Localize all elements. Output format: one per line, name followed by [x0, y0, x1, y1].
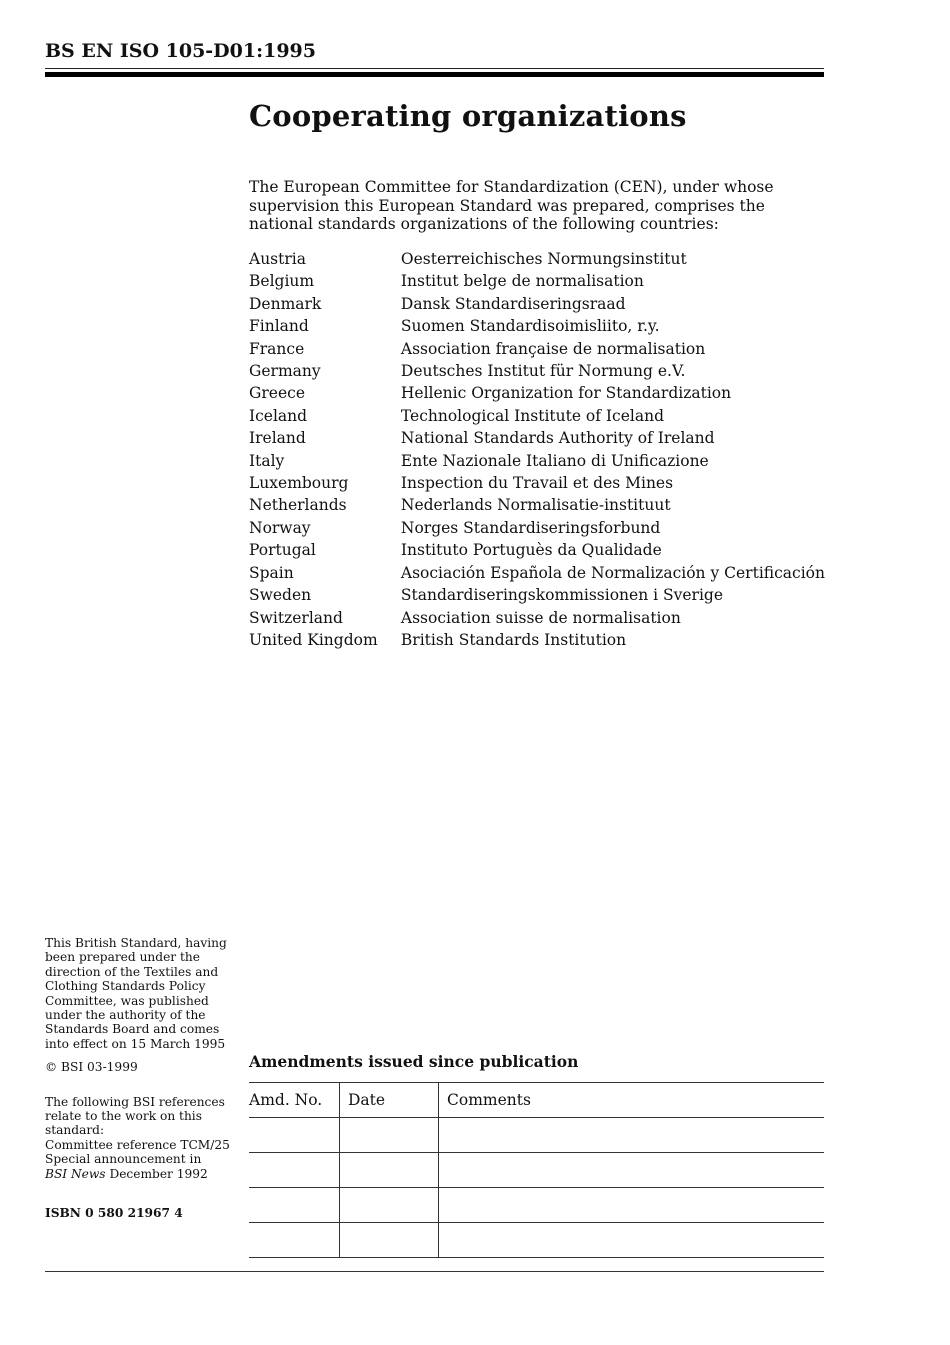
country-name: Portugal: [249, 541, 316, 560]
country-name: Sweden: [249, 586, 312, 605]
organization-row: [249, 315, 825, 337]
standards-body-name: Standardiseringskommissionen i Sverige: [400, 586, 723, 605]
announcement-prefix: Special announcement in: [45, 1152, 202, 1167]
standard-number: BS EN ISO 105-D01:1995: [45, 40, 316, 62]
standards-body-name: Ente Nazionale Italiano di Unificazione: [400, 451, 709, 470]
date-cell: [340, 1188, 439, 1223]
standards-body-name: Dansk Standardiseringsraad: [400, 294, 626, 313]
country-name: Finland: [249, 317, 309, 336]
organization-row: [249, 584, 825, 606]
amendments-heading: Amendments issued since publication: [249, 1052, 579, 1071]
standards-body-name: Technological Institute of Iceland: [400, 406, 665, 425]
country-name: Belgium: [249, 272, 315, 291]
organization-row: [249, 270, 825, 292]
special-announcement: [45, 1152, 230, 1181]
publication-notes: [45, 936, 230, 1221]
country-name: Norway: [249, 518, 311, 537]
organization-row: [249, 382, 825, 404]
standards-body-name: Norges Standardiseringsforbund: [400, 518, 661, 537]
comments-cell: [439, 1118, 825, 1153]
country-name: Luxembourg: [249, 474, 349, 493]
country-name: United Kingdom: [249, 630, 378, 649]
country-name: Netherlands: [249, 496, 347, 515]
organizations-table: [249, 248, 825, 651]
standards-body-name: Association française de normalisation: [400, 339, 706, 358]
isbn: ISBN 0 580 21967 4: [45, 1206, 183, 1221]
references-intro: The following BSI references relate to the work on this standard:: [45, 1094, 225, 1138]
committee-reference: Committee reference TCM/25: [45, 1137, 230, 1152]
country-name: Ireland: [249, 429, 306, 448]
country-name: Greece: [249, 384, 305, 403]
organization-row: [249, 539, 825, 561]
date-cell: [340, 1153, 439, 1188]
comments-header: Comments: [439, 1083, 825, 1118]
standards-body-name: Nederlands Normalisatie-instituut: [400, 496, 671, 515]
announcement-date: December 1992: [109, 1166, 208, 1181]
amd-no-cell: [249, 1223, 340, 1258]
intro-paragraph: The European Committee for Standardization (CEN), under whose supervision this European Standard was prepared, comprises the national standards organizations of the following countries:: [249, 178, 774, 233]
country-name: Denmark: [249, 294, 322, 313]
amd-no-header: Amd. No.: [249, 1083, 340, 1118]
organization-row: [249, 405, 825, 427]
country-name: Switzerland: [249, 608, 343, 627]
country-name: Italy: [249, 451, 285, 470]
country-name: Germany: [249, 362, 321, 381]
comments-cell: [439, 1223, 825, 1258]
standards-body-name: Deutsches Institut für Normung e.V.: [400, 362, 686, 381]
standards-body-name: Instituto Portuguès da Qualidade: [400, 541, 662, 560]
organization-row: [249, 494, 825, 516]
header-rule-thick: [45, 72, 824, 77]
standards-body-name: Oesterreichisches Normungsinstitut: [400, 250, 687, 268]
standards-body-name: Suomen Standardisoimisliito, r.y.: [400, 317, 660, 336]
copyright-note: © BSI 03-1999: [45, 1060, 138, 1075]
date-cell: [340, 1223, 439, 1258]
date-cell: [340, 1118, 439, 1153]
amendments-header-row: [249, 1083, 824, 1118]
organization-row: [249, 472, 825, 494]
publication-note: This British Standard, having been prepared under the direction of the Textiles and Clothing Standards Policy Committee, was published under the authority of the Standards Board and comes into effect on 15 March 1995: [45, 936, 227, 1051]
standards-body-name: Institut belge de normalisation: [400, 272, 644, 291]
amendments-table: [249, 1082, 824, 1258]
date-header: Date: [340, 1083, 439, 1118]
organization-row: [249, 629, 825, 651]
country-name: Iceland: [249, 406, 308, 425]
organization-row: [249, 360, 825, 382]
organization-row: [249, 293, 825, 315]
country-name: Spain: [249, 563, 294, 582]
amendment-row: [249, 1153, 824, 1188]
organization-row: [249, 450, 825, 472]
standards-body-name: National Standards Authority of Ireland: [400, 429, 715, 448]
amd-no-cell: [249, 1118, 340, 1153]
amendment-row: [249, 1223, 824, 1258]
organization-row: [249, 607, 825, 629]
organization-row: [249, 338, 825, 360]
header-rule-thin: [45, 68, 824, 69]
country-name: Austria: [249, 250, 306, 268]
organization-row: [249, 562, 825, 584]
amendment-row: [249, 1118, 824, 1153]
amendment-row: [249, 1188, 824, 1223]
announcement-publication: BSI News: [45, 1166, 106, 1181]
standards-body-name: Hellenic Organization for Standardization: [400, 384, 732, 403]
organization-row: [249, 248, 825, 270]
amd-no-cell: [249, 1188, 340, 1223]
country-name: France: [249, 339, 305, 358]
footer-rule: [45, 1271, 824, 1272]
comments-cell: [439, 1153, 825, 1188]
comments-cell: [439, 1188, 825, 1223]
organization-row: [249, 517, 825, 539]
standards-body-name: Association suisse de normalisation: [400, 608, 681, 627]
standards-body-name: Asociación Española de Normalización y Certificación: [400, 563, 825, 582]
standards-body-name: British Standards Institution: [400, 630, 627, 649]
organization-row: [249, 427, 825, 449]
page-title: Cooperating organizations: [249, 99, 687, 133]
amd-no-cell: [249, 1153, 340, 1188]
standards-body-name: Inspection du Travail et des Mines: [400, 474, 674, 493]
